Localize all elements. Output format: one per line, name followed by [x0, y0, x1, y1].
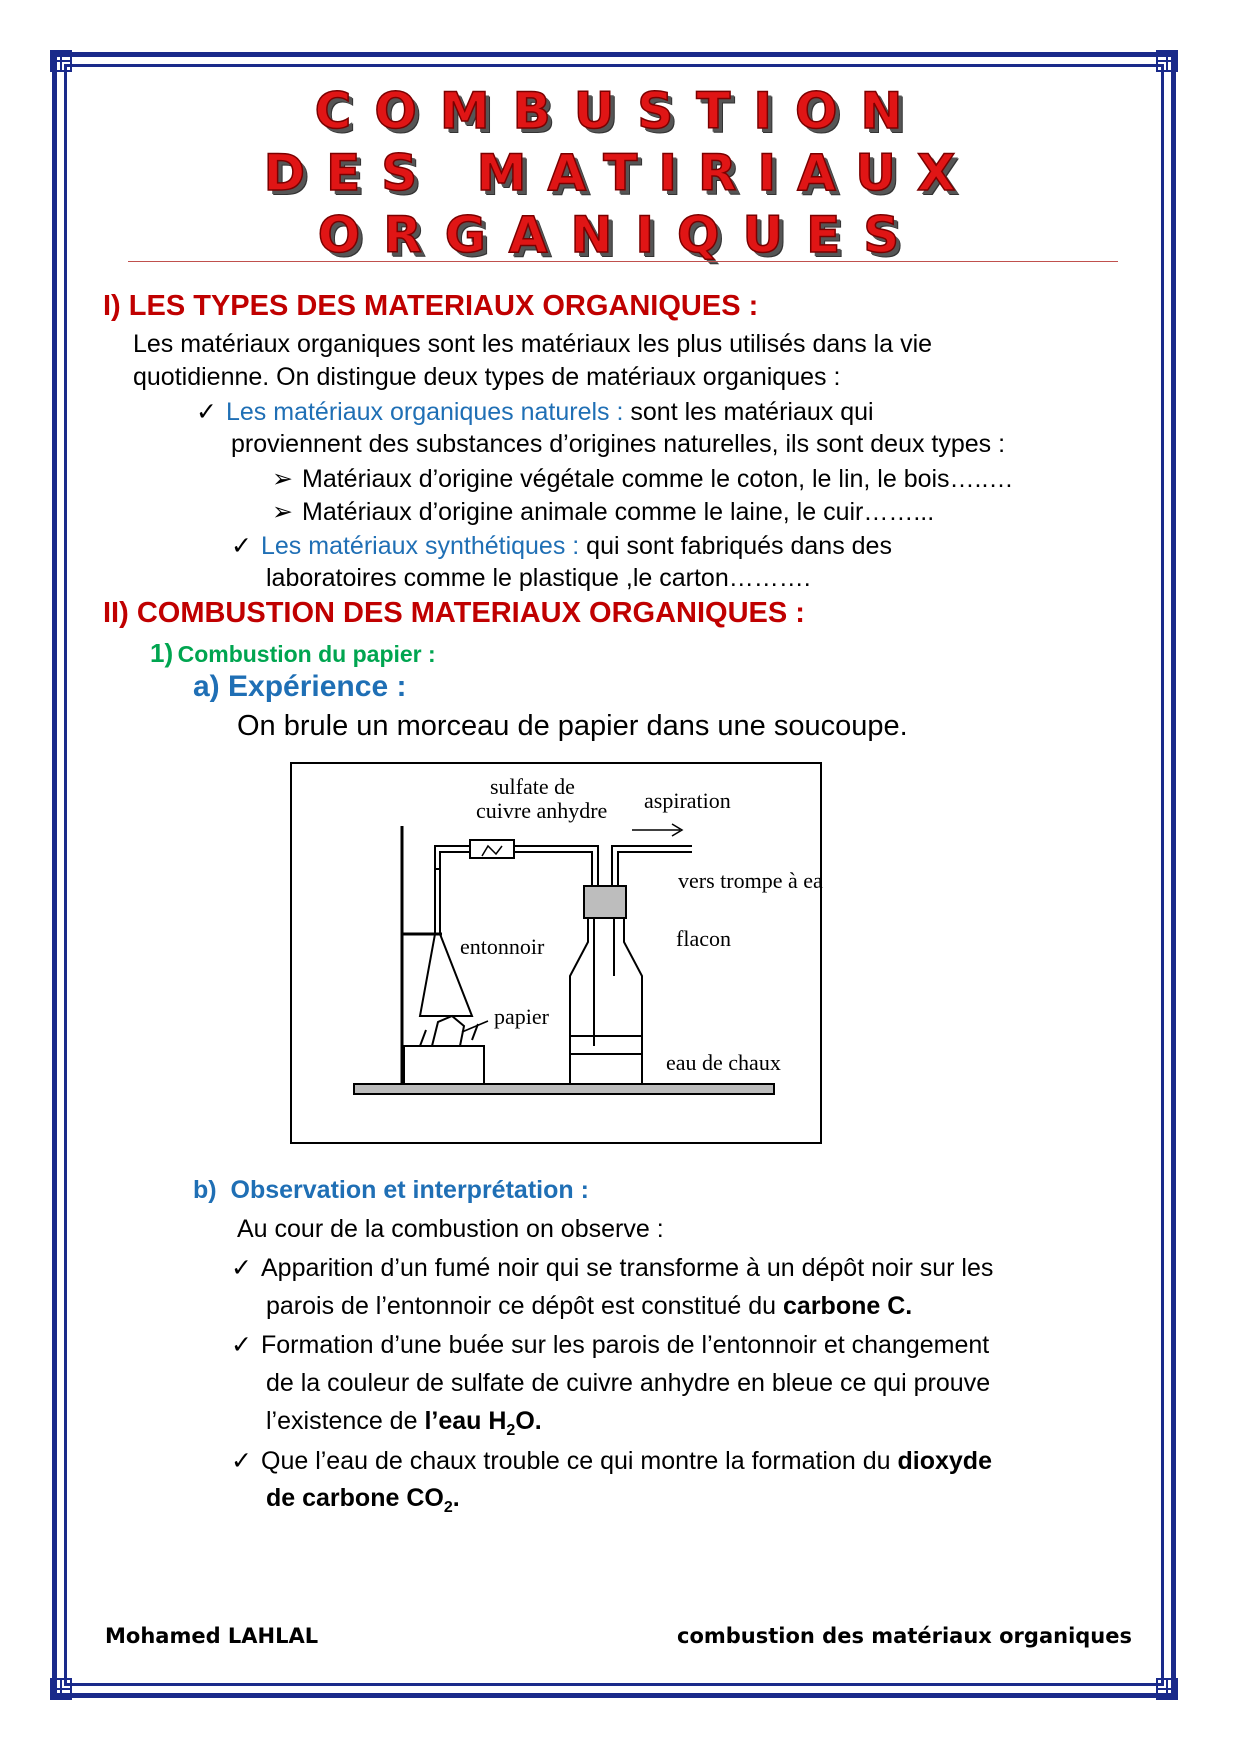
check-icon: ✓ — [231, 1447, 252, 1475]
obs1-bold: carbone C. — [783, 1292, 913, 1320]
obs3-end: . — [452, 1484, 460, 1512]
synth-text: qui sont fabriqués dans des — [579, 532, 892, 560]
frame-corner-ornament — [1156, 1678, 1178, 1700]
experiment-diagram — [290, 762, 822, 1144]
tube-middle — [514, 852, 592, 886]
title-line-2: DES MATIRIAUX — [263, 144, 977, 202]
experience-heading — [193, 670, 406, 704]
section1-intro-line2: quotidienne. On distingue deux types de matériaux organiques : — [133, 363, 841, 391]
sub-item-vegetale — [272, 464, 1013, 494]
obs2-end: O. — [515, 1407, 542, 1435]
arrow-icon: ➢ — [272, 465, 293, 493]
obs3-bold2: de carbone CO — [266, 1484, 444, 1512]
title-line-3: ORGANIQUES — [317, 206, 923, 264]
experience-title: Expérience : — [228, 670, 407, 703]
obs3-bold1: dioxyde — [897, 1447, 992, 1475]
footer-author: Mohamed LAHLAL — [105, 1624, 319, 1648]
section1-heading: I) LES TYPES DES MATERIAUX ORGANIQUES : — [103, 290, 759, 322]
obs3-line2 — [266, 1484, 460, 1517]
flame-line — [420, 1030, 426, 1046]
subsection-1-heading — [150, 638, 436, 669]
frame-corner-ornament — [1156, 50, 1178, 72]
section2-heading: II) COMBUSTION DES MATERIAUX ORGANIQUES : — [103, 597, 805, 629]
observation-intro: Au cour de la combustion on observe : — [237, 1215, 664, 1243]
obs3-subscript: 2 — [443, 1499, 453, 1516]
experience-text: On brule un morceau de papier dans une soucoupe. — [237, 710, 908, 742]
sub-item-animale-text: Matériaux d’origine animale comme le laine, le cuir……... — [302, 498, 935, 526]
paper-piece — [432, 1016, 464, 1046]
subsection-1-title: Combustion du papier : — [177, 641, 436, 667]
frame-corner-ornament — [50, 50, 72, 72]
saucer-block — [404, 1046, 484, 1084]
label-flacon: flacon — [676, 926, 731, 951]
observation-item-2 — [231, 1330, 989, 1360]
naturels-label: Les matériaux organiques naturels : — [226, 398, 624, 426]
sub-item-animale — [272, 497, 934, 527]
section1-intro-line1: Les matériaux organiques sont les matériaux les plus utilisés dans la vie — [133, 330, 933, 358]
tube-left — [440, 852, 470, 869]
obs3-line1: Que l’eau de chaux trouble ce qui montre la formation du — [261, 1447, 898, 1475]
footer-doc-title: combustion des matériaux organiques — [677, 1624, 1132, 1648]
label-trompe: vers trompe à ea — [678, 868, 823, 893]
label-entonnoir: entonnoir — [460, 934, 545, 959]
flask-stopper — [584, 886, 626, 918]
obs2-line1: Formation d’une buée sur les parois de l’entonnoir et changement — [261, 1331, 990, 1359]
flask-body — [570, 918, 642, 1054]
table-surface — [354, 1084, 774, 1094]
synth-line2: laboratoires comme le plastique ,le carton………. — [266, 564, 811, 592]
synth-label: Les matériaux synthétiques : — [261, 532, 580, 560]
page-title — [80, 80, 1160, 266]
obs2-subscript: 2 — [506, 1422, 516, 1439]
title-divider — [128, 261, 1118, 262]
check-icon: ✓ — [231, 1254, 252, 1282]
observation-item-1 — [231, 1253, 993, 1283]
observation-letter: b) — [193, 1176, 217, 1204]
bullet-synthetiques — [231, 531, 892, 561]
observation-title: Observation et interprétation : — [230, 1176, 589, 1204]
subsection-1-number: 1) — [150, 638, 174, 668]
label-papier: papier — [494, 1004, 549, 1029]
label-eau-de-chaux: eau de chaux — [666, 1050, 781, 1075]
obs2-line3 — [266, 1407, 542, 1440]
obs2-line3-text: l’existence de — [266, 1407, 425, 1435]
obs1-line2-text: parois de l’entonnoir ce dépôt est constitué du — [266, 1292, 784, 1320]
label-sulfate-line1: sulfate de — [490, 774, 575, 799]
naturels-text: sont les matériaux qui — [623, 398, 874, 426]
label-sulfate-line2: cuivre anhydre — [476, 798, 608, 823]
label-aspiration: aspiration — [644, 788, 731, 813]
obs1-line2 — [266, 1292, 912, 1321]
sub-item-vegetale-text: Matériaux d’origine végétale comme le coton, le lin, le bois…..… — [302, 465, 1014, 493]
check-icon: ✓ — [231, 1331, 252, 1359]
arrow-icon: ➢ — [272, 498, 293, 526]
obs2-line2: de la couleur de sulfate de cuivre anhydre en bleue ce qui prouve — [266, 1369, 991, 1397]
obs2-bold: l’eau H — [424, 1407, 507, 1435]
frame-corner-ornament — [50, 1678, 72, 1700]
experience-letter: a) — [193, 670, 220, 703]
bullet-naturels — [196, 397, 874, 427]
obs1-line1: Apparition d’un fumé noir qui se transforme à un dépôt noir sur les — [261, 1254, 994, 1282]
title-line-1: COMBUSTION — [314, 82, 926, 140]
check-icon: ✓ — [231, 532, 252, 560]
observation-item-3 — [231, 1446, 992, 1476]
observation-heading — [193, 1176, 589, 1205]
naturels-line2: proviennent des substances d’origines naturelles, ils sont deux types : — [231, 430, 1006, 458]
check-icon: ✓ — [196, 398, 217, 426]
